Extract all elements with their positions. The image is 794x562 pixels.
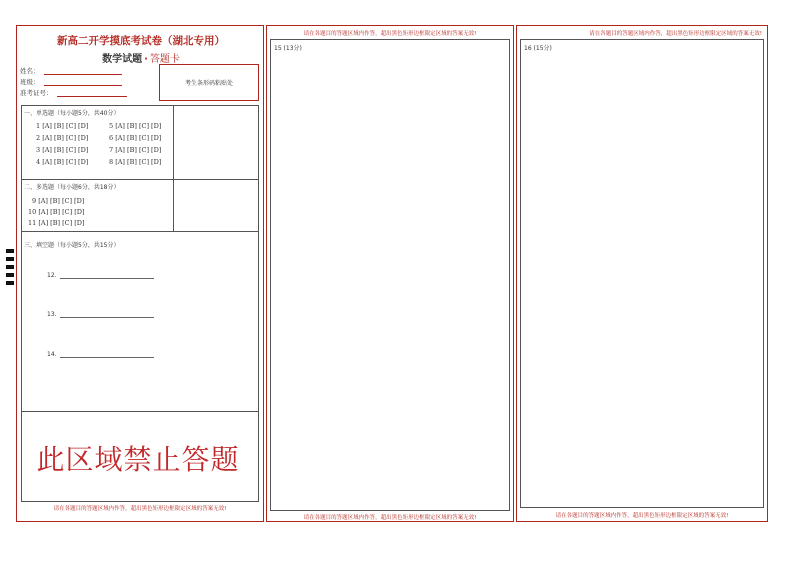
blank-q14-label: 14. bbox=[47, 351, 57, 358]
alignment-mark-2 bbox=[6, 257, 14, 261]
choice-row-q6[interactable]: 6 [A] [B] [C] [D] bbox=[109, 134, 162, 142]
class-field[interactable] bbox=[20, 77, 122, 86]
choice-row-q9[interactable]: 9 [A] [B] [C] [D] bbox=[32, 197, 85, 205]
choice-row-q10[interactable]: 10 [A] [B] [C] [D] bbox=[28, 208, 85, 216]
exam-id-label: 准考证号： bbox=[20, 89, 53, 97]
section-divider-3 bbox=[21, 411, 259, 412]
forbidden-area-text: 此区域禁止答题 bbox=[36, 443, 240, 476]
exam-id-field[interactable] bbox=[20, 88, 127, 97]
middle-top-notice: 请在各题目的答题区域内作答，超出黑色矩形边框限定区域的答案无效! bbox=[303, 31, 477, 37]
blank-q14-line[interactable] bbox=[60, 351, 154, 358]
blank-q12[interactable] bbox=[47, 272, 154, 279]
subtitle-main: 数学试题 bbox=[102, 54, 143, 65]
left-bottom-notice: 请在各题目的答题区域内作答，超出黑色矩形边框限定区域的答案无效! bbox=[53, 506, 227, 512]
exam-id-line[interactable] bbox=[57, 89, 127, 97]
section-divider-vertical bbox=[173, 105, 174, 231]
blank-q12-line[interactable] bbox=[60, 272, 154, 279]
section2-title: 二、多选题（每小题6分，共18分） bbox=[24, 184, 120, 191]
right-top-notice: 请在各题目的答题区域内作答，超出黑色矩形边框限定区域的答案无效! bbox=[589, 31, 762, 37]
section-divider-1 bbox=[21, 179, 259, 180]
choice-row-q4[interactable]: 4 [A] [B] [C] [D] bbox=[36, 158, 89, 166]
choice-row-q2[interactable]: 2 [A] [B] [C] [D] bbox=[36, 134, 89, 142]
blank-q14[interactable] bbox=[47, 351, 154, 358]
choice-row-q11[interactable]: 11 [A] [B] [C] [D] bbox=[28, 219, 85, 227]
right-bottom-notice: 请在各题目的答题区域内作答，超出黑色矩形边框限定区域的答案无效! bbox=[555, 513, 729, 519]
q15-label: 15 (13分) bbox=[274, 45, 302, 52]
exam-title: 新高二开学摸底考试卷（湖北专用） bbox=[57, 35, 225, 47]
choice-row-q5[interactable]: 5 [A] [B] [C] [D] bbox=[109, 122, 162, 130]
alignment-mark-3 bbox=[6, 265, 14, 269]
name-field[interactable] bbox=[20, 66, 122, 75]
subtitle-card: 答题卡 bbox=[149, 54, 180, 65]
alignment-mark-5 bbox=[6, 281, 14, 285]
class-label: 班级： bbox=[20, 78, 40, 86]
blank-q13-label: 13. bbox=[47, 311, 57, 318]
barcode-area bbox=[159, 64, 259, 101]
section3-title: 三、填空题（每小题5分，共15分） bbox=[24, 242, 120, 249]
q16-answer-box[interactable] bbox=[520, 39, 764, 508]
name-label: 姓名： bbox=[20, 67, 40, 75]
exam-subtitle bbox=[17, 50, 265, 65]
middle-bottom-notice: 请在各题目的答题区域内作答，超出黑色矩形边框限定区域的答案无效! bbox=[303, 515, 477, 521]
blank-q13-line[interactable] bbox=[60, 311, 154, 318]
section-divider-2 bbox=[21, 231, 259, 232]
barcode-label: 考生条形码粘贴处 bbox=[184, 80, 233, 87]
choice-row-q1[interactable]: 1 [A] [B] [C] [D] bbox=[36, 122, 89, 130]
section1-title: 一、单选题（每小题5分，共40分） bbox=[24, 110, 120, 117]
subtitle-dot: · bbox=[144, 54, 148, 65]
choice-row-q8[interactable]: 8 [A] [B] [C] [D] bbox=[109, 158, 162, 166]
blank-q13[interactable] bbox=[47, 311, 154, 318]
name-line[interactable] bbox=[44, 67, 122, 75]
choice-row-q3[interactable]: 3 [A] [B] [C] [D] bbox=[36, 146, 89, 154]
q15-answer-box[interactable] bbox=[270, 39, 510, 511]
q16-label: 16 (15分) bbox=[524, 45, 552, 52]
choice-row-q7[interactable]: 7 [A] [B] [C] [D] bbox=[109, 146, 162, 154]
blank-q12-label: 12. bbox=[47, 272, 57, 279]
alignment-mark-1 bbox=[6, 249, 14, 253]
alignment-mark-4 bbox=[6, 273, 14, 277]
class-line[interactable] bbox=[44, 78, 122, 86]
